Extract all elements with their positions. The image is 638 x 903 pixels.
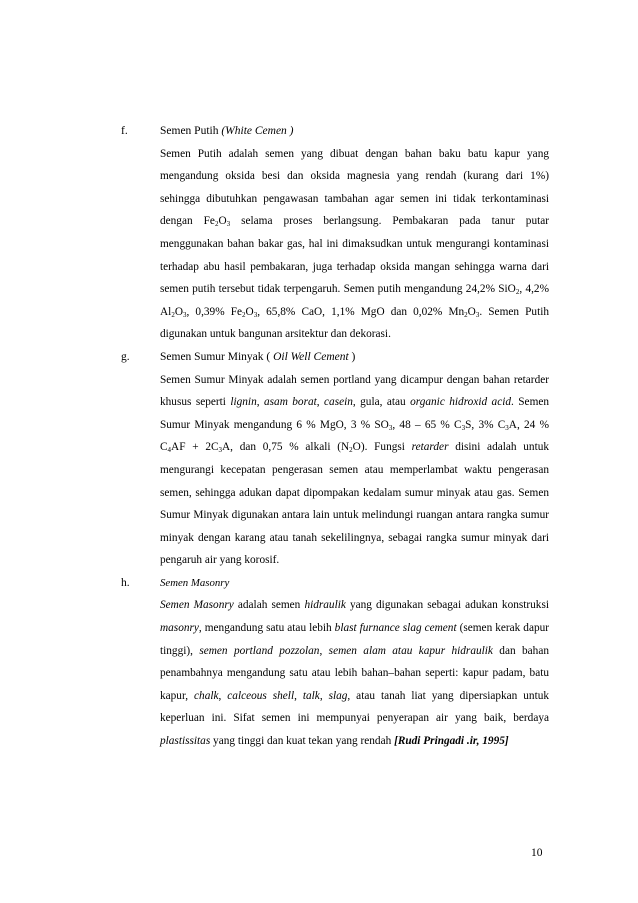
text-run: yang tinggi dan kuat tekan yang rendah [210, 735, 395, 748]
subscript: 4 [167, 446, 172, 455]
subscript: 2 [171, 310, 175, 319]
text-run: , 4,2% Al [160, 283, 549, 318]
text-run: , [294, 689, 303, 702]
text-run: O [218, 215, 227, 228]
text-run: , [316, 396, 325, 409]
text-run: , gula, atau [352, 396, 411, 409]
italic-term: casein [324, 396, 353, 409]
subscript: 2 [515, 287, 520, 296]
italic-term: retarder [411, 441, 449, 454]
section-heading-oil-well-cement [160, 346, 549, 369]
subscript: 3 [226, 220, 231, 229]
text-run: Semen Putih adalah semen yang dibuat dengan bahan baku batu kapur yang mengandung oksida besi dan oksida magnesia yang rendah (kurang dari 1%) sehingga dibutuhkan pengawasan tambahan agar semen ini tidak terkontaminasi dengan Fe [160, 147, 549, 228]
heading-italic-text: Semen Masonry [160, 576, 230, 589]
text-run: , [218, 689, 228, 702]
subscript: 3 [182, 310, 187, 319]
text-run: A, dan 0,75 % alkali (N [222, 441, 350, 454]
text-run: Semen Sumur Minyak adalah semen portland yang dicampur dengan bahan retarder khusus seperti [160, 373, 549, 409]
paragraph-white-cement [160, 143, 549, 346]
text-run: yang digunakan sebagai adukan konstruksi [345, 599, 549, 612]
subscript: 2 [464, 310, 468, 319]
page-content [121, 120, 549, 753]
paragraph-masonry-cement [160, 594, 549, 752]
list-item-h [121, 572, 549, 753]
italic-term: blast furnance slag cement [334, 622, 457, 635]
heading-text: Semen Putih [160, 125, 222, 137]
text-run: , [256, 396, 264, 409]
text-run: , 65,8% CaO, 1,1% MgO dan 0,02% Mn [257, 305, 465, 318]
text-run: O). Fungsi [352, 441, 412, 454]
list-item-g [121, 346, 549, 572]
heading-text: Semen Sumur Minyak ( [160, 350, 274, 363]
subscript: 3 [475, 310, 480, 319]
text-run: , [319, 689, 329, 702]
text-run: selama proses berlangsung. Pembakaran pada tanur putar menggunakan bahan bakar gas, hal ini dimaksudkan untuk mengurangi kontaminasi terhadap abu hasil pembakaran, juga terhadap oksida mangan sehingga warna dari semen putih tersebut tidak terpengaruh. Semen putih mengandung 24,2% SiO [160, 215, 550, 296]
italic-term: masonry [160, 622, 199, 635]
subscript: 3 [505, 423, 509, 432]
italic-term: semen portland pozzolan [199, 644, 320, 657]
section-heading-white-cement [160, 120, 549, 143]
italic-term: organic hidroxid acid [410, 396, 512, 409]
italic-term: lignin [230, 396, 257, 409]
text-run: , mengandung satu atau lebih [198, 622, 335, 635]
section-heading-masonry-cement [160, 572, 549, 595]
subscript: 2 [242, 310, 246, 319]
heading-tail-text: ) [348, 350, 356, 363]
text-run: O [245, 305, 254, 318]
heading-italic-text: (White Cemen ) [221, 125, 294, 137]
text-run: O [467, 305, 476, 318]
italic-term: plastissitas [160, 735, 211, 748]
page-number: 10 [531, 847, 543, 859]
subscript: 3 [461, 423, 466, 432]
italic-term: Semen Masonry [160, 599, 234, 612]
text-run: O [174, 305, 183, 318]
text-run: A, 24 % C [160, 418, 549, 454]
text-run: AF + 2C [171, 441, 219, 454]
subscript: 3 [388, 423, 393, 432]
italic-term: talk [302, 689, 320, 702]
subscript: 3 [253, 310, 258, 319]
paragraph-oil-well-cement [160, 369, 549, 572]
text-run: . Semen Sumur Minyak mengandung 6 % MgO, 3 % SO [160, 396, 550, 431]
italic-term: calceous shell [227, 689, 295, 702]
text-run: , [319, 644, 329, 657]
subscript: 3 [218, 446, 223, 455]
text-run: S, 3% C [465, 418, 506, 431]
text-run: . Semen Putih digunakan untuk bangunan arsitektur dan dekorasi. [160, 305, 549, 341]
italic-term: semen alam atau kapur hidraulik [328, 644, 493, 657]
italic-term: hidraulik [304, 599, 346, 612]
subscript: 2 [214, 220, 219, 229]
list-marker: f. [121, 125, 128, 137]
text-run: , 0,39% Fe [186, 305, 243, 318]
list-marker: h. [121, 576, 130, 589]
text-run: dan bahan penambahnya mengandung satu atau lebih bahan–bahan seperti: kapur padam, batu kapur, [160, 644, 549, 702]
text-run: disini adalah untuk mengurangi kecepatan pengerasan semen atau memperlambat waktu pengerasan semen, sehingga adukan dapat dipompakan kedalam sumur minyak atau gas. Semen Sumur Minyak digunakan antara lain untuk melindungi ruangan antara rangka sumur minyak dengan karang atau tanah sekelilingnya, sebagai rangka sumur minyak dari pengaruh air yang korosif. [160, 441, 550, 567]
citation: [Rudi Pringadi .ir, 1995] [394, 735, 509, 748]
list-marker: g. [121, 350, 130, 363]
heading-italic-text: Oil Well Cement [273, 350, 349, 363]
text-run: , 48 – 65 % C [392, 418, 462, 431]
text-run: (semen kerak dapur tinggi), [160, 622, 550, 657]
italic-term: asam borat [264, 396, 317, 409]
italic-term: slag [328, 689, 348, 702]
subscript: 2 [349, 446, 353, 455]
text-run: adalah semen [233, 599, 305, 612]
list-item-f [121, 120, 549, 346]
italic-term: chalk [194, 689, 219, 702]
text-run: , atau tanah liat yang dipersiapkan untuk keperluan ini. Sifat semen ini mempunyai penyerapan air yang baik, berdaya [160, 689, 550, 725]
